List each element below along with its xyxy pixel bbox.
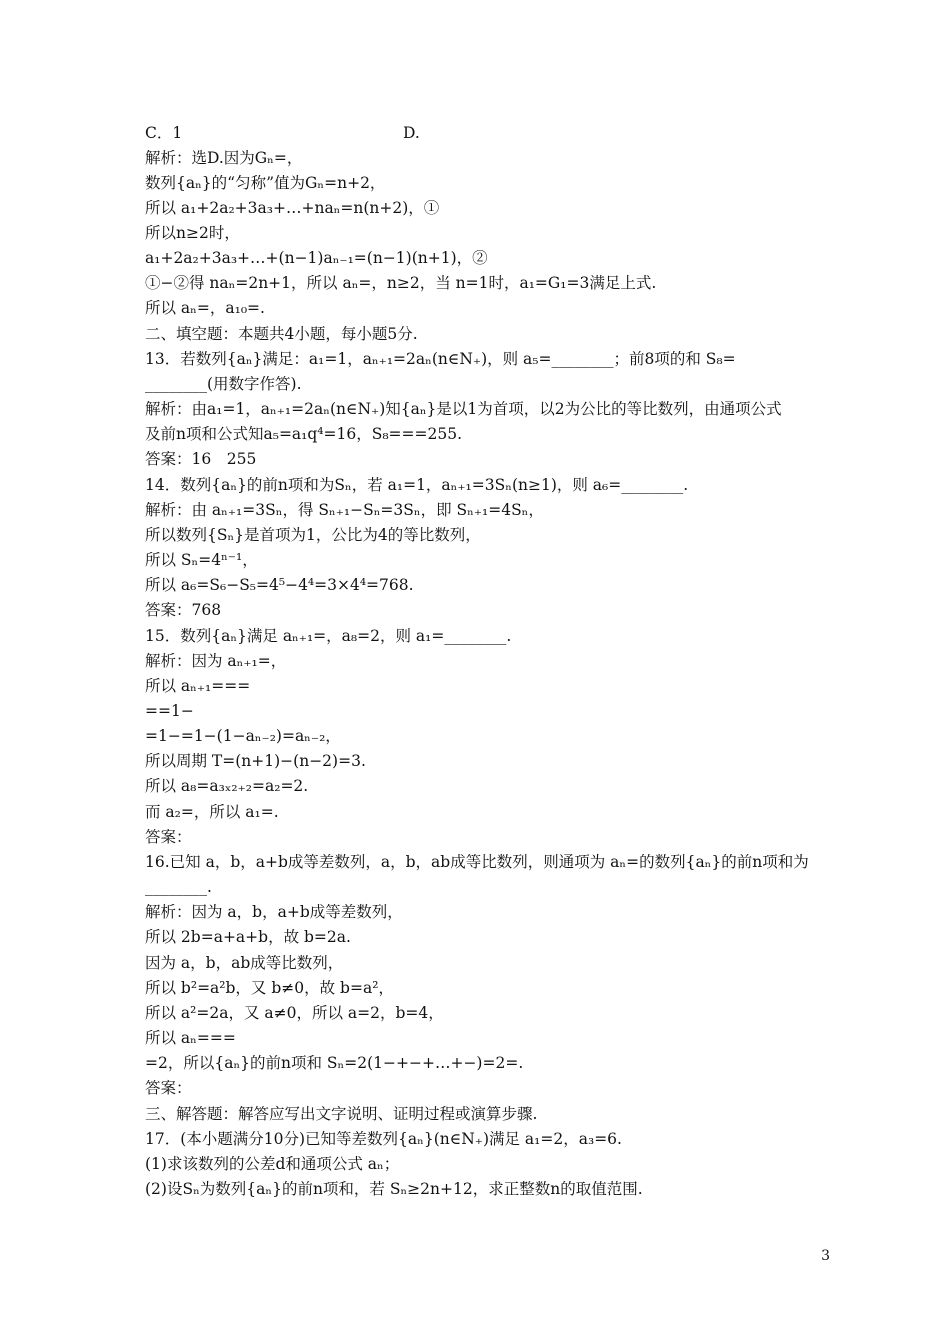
text-line: ________(用数字作答). — [145, 375, 302, 393]
text-line: 所以 b²=a²b，又 b≠0，故 b=a²， — [145, 979, 394, 997]
text-line: 所以周期 T=(n+1)−(n−2)=3. — [145, 752, 366, 770]
text-line: 所以 a²=2a，又 a≠0，所以 a=2，b=4， — [145, 1004, 444, 1022]
text-line: (1)求该数列的公差d和通项公式 aₙ； — [145, 1155, 400, 1173]
text-line: a₁+2a₂+3a₃+…+(n−1)aₙ₋₁=(n−1)(n+1)，② — [145, 249, 488, 267]
section-heading: 二、填空题：本题共4小题，每小题5分. — [145, 325, 418, 343]
option-line-c-d — [145, 121, 825, 145]
text-line: 因为 a，b，ab成等比数列， — [145, 954, 344, 972]
text-line: 所以 aₙ=，a₁₀=. — [145, 299, 265, 317]
text-line: 所以 aₙ=== — [145, 1029, 236, 1047]
answer-line: 答案： — [145, 828, 192, 846]
text-line: 所以 a₈=a₃ₓ₂₊₂=a₂=2. — [145, 777, 309, 795]
text-line: ________. — [145, 878, 212, 896]
text-line: 所以n≥2时， — [145, 224, 240, 242]
text-line: =2，所以{aₙ}的前n项和 Sₙ=2(1−+−+…+−)=2=. — [145, 1054, 524, 1072]
answer-line: 答案： — [145, 1079, 192, 1097]
question-16: 16.已知 a，b，a+b成等差数列，a，b，ab成等比数列，则通项为 aₙ=的数列{aₙ}的前n项和为 — [145, 853, 809, 871]
text-line: (2)设Sₙ为数列{aₙ}的前n项和，若 Sₙ≥2n+12，求正整数n的取值范围. — [145, 1180, 643, 1198]
question-17: 17．(本小题满分10分)已知等差数列{aₙ}(n∈N₊)满足 a₁=2，a₃=6. — [145, 1130, 622, 1148]
option-c: C．1 — [145, 124, 183, 142]
text-line: 所以 Sₙ=4ⁿ⁻¹， — [145, 551, 258, 569]
question-14: 14．数列{aₙ}的前n项和为Sₙ，若 a₁=1，aₙ₊₁=3Sₙ(n≥1)，则 a₆=________. — [145, 476, 689, 494]
text-line: ①−②得 naₙ=2n+1，所以 aₙ=，n≥2，当 n=1时，a₁=G₁=3满足上式. — [145, 274, 657, 292]
section-heading: 三、解答题：解答应写出文字说明、证明过程或演算步骤. — [145, 1105, 538, 1123]
text-line: 数列{aₙ}的“匀称”值为Gₙ=n+2， — [145, 174, 386, 192]
question-15: 15．数列{aₙ}满足 aₙ₊₁=，a₈=2，则 a₁=________. — [145, 627, 512, 645]
text-line: 所以 a₆=S₆−S₅=4⁵−4⁴=3×4⁴=768. — [145, 576, 414, 594]
text-line: 所以 2b=a+a+b，故 b=2a. — [145, 928, 351, 946]
text-line: 所以数列{Sₙ}是首项为1，公比为4的等比数列， — [145, 526, 481, 544]
option-d: D. — [403, 124, 420, 142]
text-line: 解析：因为 aₙ₊₁=， — [145, 652, 287, 670]
text-line: 解析：由 aₙ₊₁=3Sₙ，得 Sₙ₊₁−Sₙ=3Sₙ，即 Sₙ₊₁=4Sₙ， — [145, 501, 544, 519]
answer-line: 答案：768 — [145, 601, 222, 619]
text-line: ==1− — [145, 702, 194, 720]
page-number: 3 — [821, 1248, 830, 1264]
text-line: 而 a₂=，所以 a₁=. — [145, 803, 279, 821]
text-line: 及前n项和公式知a₅=a₁q⁴=16，S₈===255. — [145, 425, 463, 443]
text-line: 解析：因为 a，b，a+b成等差数列， — [145, 903, 403, 921]
text-line: 所以 aₙ₊₁=== — [145, 677, 251, 695]
text-line: 所以 a₁+2a₂+3a₃+…+naₙ=n(n+2)，① — [145, 199, 440, 217]
text-line: 解析：选D.因为Gₙ=， — [145, 149, 303, 167]
text-line: =1−=1−(1−aₙ₋₂)=aₙ₋₂， — [145, 727, 341, 745]
question-13: 13．若数列{aₙ}满足：a₁=1，aₙ₊₁=2aₙ(n∈N₊)，则 a₅=________；前8项的和 S₈= — [145, 350, 736, 368]
answer-line: 答案：16 255 — [145, 450, 257, 468]
text-line: 解析：由a₁=1，aₙ₊₁=2aₙ(n∈N₊)知{aₙ}是以1为首项，以2为公比的等比数列，由通项公式 — [145, 400, 782, 418]
